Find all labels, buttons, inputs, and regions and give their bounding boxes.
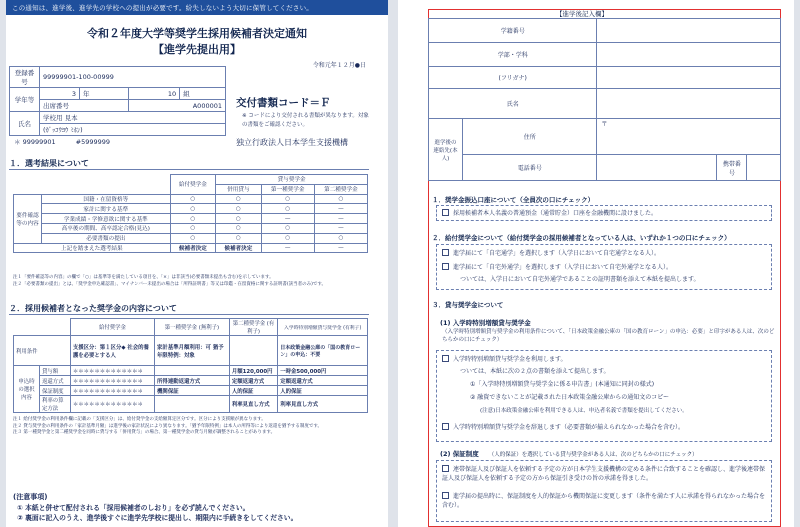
cell: — <box>261 214 314 224</box>
cell: 人的保証 <box>278 386 368 396</box>
col-type2: 第二種奨学金 (有利子) <box>229 319 277 336</box>
name-label: 氏名 <box>10 112 40 136</box>
cond-entry: 日本政策金融公庫の「国の教育ローン」の申込：不要 <box>278 336 368 366</box>
option-text: 進学届にて「自宅外通学」を選択します（入学日において自宅外通学となる人）。 <box>453 264 673 271</box>
notice-banner: この通知は、進学後、進学先の学校への提出が必要です。紛失しないよう大切に保管してください。 <box>6 0 388 15</box>
row-label: 必要書類の提出 <box>42 233 171 243</box>
option-text: 採用候補者本人名義の普通預金（通常貯金）口座を金融機関に設けました。 <box>453 210 658 217</box>
contact-label: 進学後の連絡先(本人) <box>429 119 463 181</box>
option-text: 進学届にて「自宅通学」を選択します（入学日において自宅通学となる人）。 <box>453 250 661 257</box>
school-no-label: 学籍番号 <box>429 19 597 43</box>
cell: ＊＊＊＊＊＊＊＊＊＊＊＊＊ <box>70 386 154 396</box>
reg-number: 99999901-100-00999 <box>40 67 226 88</box>
result-cell: 候補者決定 <box>170 243 215 253</box>
checkbox[interactable] <box>442 209 449 216</box>
furigana-field[interactable] <box>597 67 781 89</box>
col-type1: 第一種奨学金 <box>261 184 314 194</box>
phone-field[interactable] <box>597 155 717 181</box>
faculty-field[interactable] <box>597 43 781 67</box>
notes-2 <box>13 417 368 437</box>
cond-type1: 家計基準月額利用：可 猶予年限特例：対象 <box>155 336 230 366</box>
entry-use-caution: (注意)日本政策金融公庫を利用できる人は、申込者名義で書類を提出してください。 <box>480 408 688 414</box>
post-enrollment-title: 【進学後記入欄】 <box>556 10 608 18</box>
page-subtitle: 【進学先提出用】 <box>153 43 241 56</box>
id-number-1: ＊ 99999901 <box>14 138 56 146</box>
col-grant: 給付奨学金 <box>70 319 154 336</box>
section-2-option-b <box>442 263 777 273</box>
id-numbers <box>14 137 130 146</box>
section-2-heading: ２．採用候補者となった奨学金の内容について <box>9 303 369 315</box>
year-label: 学年等 <box>10 88 40 112</box>
row-label: 高卒後の期間、高卒認定合格(見込) <box>42 223 171 233</box>
side-label: 要件確認等の内容 <box>14 194 42 243</box>
faculty-label: 学部・学科 <box>429 43 597 67</box>
section-3-sub-1-note: （入学時特別増額貸与奨学金の利用条件について、「日本政策金融公庫の「国の教育ローン」の申込：必要」と印字がある人は、次のどちらかの口にチェック） <box>442 329 775 343</box>
cell: ○ <box>216 214 261 224</box>
cell: 所得連動返還方式 <box>155 376 230 386</box>
cell: ○ <box>261 223 314 233</box>
result-cell: 候補者決定 <box>216 243 261 253</box>
checkbox[interactable] <box>442 263 449 270</box>
row-label: 利率の算定方法 <box>40 396 71 413</box>
attention-list <box>17 503 377 523</box>
row-label: 国籍・在留資格等 <box>42 194 171 204</box>
cell: ○ <box>261 194 314 204</box>
cell: ○ <box>170 194 215 204</box>
note: 注１ 給付奨学金の利用条件欄に記載の「支援区分」は、給付奨学金の支給額算定区分です。区分により支援額が異なります。 <box>13 417 266 422</box>
checkbox[interactable] <box>442 249 449 256</box>
student-name: 学校用 見本 <box>40 112 226 124</box>
note-text: ついては、入学日において自宅外通学であることの証明書類を添えて本紙を提出します。 <box>460 276 700 283</box>
address-field[interactable] <box>597 119 781 155</box>
row-label: 保証制度 <box>40 386 71 396</box>
seat-number: A000001 <box>128 100 225 112</box>
cell: ＊＊＊＊＊＊＊＊＊＊＊＊＊ <box>70 366 154 376</box>
issue-date: 令和元年１２月●日 <box>312 62 366 69</box>
entry-use-doc-1: ①「入学時特別増額貸与奨学金に係る申告書」(本通知に同封の様式) <box>470 381 655 388</box>
cell: ＊＊＊＊＊＊＊＊＊＊＊＊＊ <box>70 396 154 413</box>
cell: ＊＊＊＊＊＊＊＊＊＊＊＊＊ <box>70 376 154 386</box>
reg-label: 登録番号 <box>10 67 40 88</box>
cell <box>155 366 230 376</box>
result-label: 上記を踏まえた選考結果 <box>14 243 171 253</box>
cell: ○ <box>170 204 215 214</box>
result-cell: — <box>261 243 314 253</box>
mobile-field[interactable] <box>747 155 781 181</box>
section-1-heading: １．選考結果について <box>9 158 369 170</box>
page-title: 令和２年度大学等奨学生採用候補者決定通知 <box>87 27 307 40</box>
row-label: 返還方式 <box>40 376 71 386</box>
organization-name: 独立行政法人日本学生支援機構 <box>236 138 348 147</box>
cell: 人的保証 <box>229 386 277 396</box>
cell: ○ <box>216 194 261 204</box>
name-field[interactable] <box>597 89 781 119</box>
furigana-label: (フリガナ) <box>429 67 597 89</box>
col-combined: 併用貸与 <box>216 184 261 194</box>
cell: ○ <box>170 214 215 224</box>
sub-title: (2) 保証制度 <box>440 450 479 458</box>
right-section-3: ３．貸与奨学金について <box>432 301 504 309</box>
code-note: ※ コードにより交付される書類が異なります。対象の書類をご確認ください。 <box>242 113 369 128</box>
group: 10 <box>128 88 180 100</box>
col-type2: 第二種奨学金 <box>314 184 367 194</box>
col-entry: 入学時特別増額貸与奨学金 (有利子) <box>278 319 368 336</box>
name-label: 氏名 <box>429 89 597 119</box>
cell: 定額返還方式 <box>229 376 277 386</box>
mobile-label: 携帯番号 <box>717 155 747 181</box>
entry-decline-option <box>442 423 777 433</box>
group-unit: 組 <box>180 88 226 100</box>
grade: 3 <box>40 88 80 100</box>
col-type1: 第一種奨学金 (無利子) <box>155 319 230 336</box>
id-number-2: #5999999 <box>75 138 111 146</box>
cell: ○ <box>216 204 261 214</box>
attention-item: ② 裏面に記入のうえ、進学後すぐに進学先学校に提出し、期限内に手続きをしてください。 <box>17 514 298 522</box>
plan-label: 申込時の選択内容 <box>14 366 40 413</box>
student-info-table <box>9 66 226 136</box>
cell: ○ <box>170 233 215 243</box>
attention-heading: (注意事項) <box>13 493 48 501</box>
document-code: 交付書類コード＝Ｆ <box>236 97 331 109</box>
institution-option <box>442 492 768 510</box>
section-3-sub-2 <box>440 449 780 458</box>
cell: — <box>314 223 367 233</box>
cell: — <box>314 214 367 224</box>
sub-note: （人的保証）を選択している貸与奨学金がある人は、次のどちらかの口にチェック） <box>488 452 698 458</box>
checkbox[interactable] <box>442 492 449 499</box>
cond-label: 利用条件 <box>14 336 71 366</box>
cell: ○ <box>216 223 261 233</box>
phone-label: 電話番号 <box>463 155 597 181</box>
cell: ○ <box>261 233 314 243</box>
cell: 利率見直し方式 <box>229 396 277 413</box>
section-2-note <box>460 276 795 285</box>
cell: 定額返還方式 <box>278 376 368 386</box>
cond-type2 <box>229 336 277 366</box>
entry-use-doc-2: ② 融資できないことが記載された日本政策金融公庫からの通知文のコピー <box>470 394 670 401</box>
note: 注２「必要書類の提出」とは、「奨学金申込確認書」、マイナンバー未提出の場合は「所得証明書」等又は印鑑・在留資格に関する証明書(該当者のみ)です。 <box>13 281 327 287</box>
cell: ○ <box>216 233 261 243</box>
guarantor-option <box>442 465 768 483</box>
attention-item: ① 本紙と併せて配付される「採用候補者のしおり」を必ず読んでください。 <box>17 504 250 512</box>
scholarship-content-table <box>13 318 368 413</box>
section-2-option-a <box>442 249 777 259</box>
section-1-option <box>442 209 777 219</box>
checkbox[interactable] <box>442 355 449 362</box>
option-text: 入学時特別増額貸与奨学金を辞退します（必要書類が揃えられなかった場合を含む）。 <box>453 424 685 431</box>
row-label: 家計に関する基準 <box>42 204 171 214</box>
entry-use-note: ついては、本紙に次の２点の書類を添えて提出します。 <box>460 368 610 375</box>
cell <box>155 396 230 413</box>
post-enrollment-form <box>428 18 781 181</box>
address-label: 住所 <box>463 119 597 155</box>
cond-grant: 支援区分：第１区分◆ 社会的養護を必要とする人 <box>70 336 154 366</box>
cell: 機関保証 <box>155 386 230 396</box>
cell: 一時金500,000円 <box>278 366 368 376</box>
cell: ○ <box>314 194 367 204</box>
note: 注１「要件確認等の内容」の欄で「○」は基準等を満たしている項目を、「×」は非該当(必要書類未提出も含む)を示しています。 <box>13 275 274 280</box>
right-section-1: １．奨学金振込口座について（全員次の口にチェック） <box>432 196 595 204</box>
cell: — <box>314 204 367 214</box>
row-label: 貸与額 <box>40 366 71 376</box>
note: 注３ 第一種奨学金と第二種奨学金を同時に貸与する「併用貸与」の場合、第一種奨学金の貸与月額が調整されることがあります。 <box>13 430 276 435</box>
right-section-2: ２．給付奨学金について（給付奨学金の採用候補者となっている人は、いずれか１つの口にチェック） <box>432 234 731 242</box>
result-cell: — <box>314 243 367 253</box>
cell: 利率見直し方式 <box>278 396 368 413</box>
option-text: 入学時特別増額貸与奨学金を利用します。 <box>453 356 567 363</box>
cell: 月額120,000円 <box>229 366 277 376</box>
cell: ○ <box>314 233 367 243</box>
row-label: 学業成績・学修意欲に関する基準 <box>42 214 171 224</box>
postal-mark: 〒 <box>601 121 608 128</box>
checkbox[interactable] <box>442 423 449 430</box>
checkbox[interactable] <box>442 465 449 472</box>
note: 注２ 貸与奨学金の利用条件の「家計基準月額」は進学後の家計状況により異なります。「猶予年限特例」は本人の所得等により返還を猶予する制度です。 <box>13 423 322 429</box>
school-no-field[interactable] <box>597 19 781 43</box>
section-3-sub-1: (1) 入学時特別増額貸与奨学金 <box>440 319 531 327</box>
cell: ○ <box>170 223 215 233</box>
entry-use-option <box>442 355 777 365</box>
student-kana: (ｶﾞｯｺｳﾖｳ ﾐﾎﾝ) <box>40 124 226 136</box>
notes-1 <box>13 275 368 288</box>
seat-label: 出席番号 <box>40 100 129 112</box>
col-grant: 給付奨学金 <box>170 175 215 195</box>
grade-unit: 年 <box>80 88 129 100</box>
option-text: 連帯保証人及び保証人を依頼する予定の方が日本学生支援機構の定める条件に合致することを確認し、進学後連帯保証人及び保証人を依頼する予定の方から保証引き受けの旨の承諾を得ました。 <box>442 466 766 482</box>
option-text: 進学届の提出時に、保証制度を人的保証から機関保証に変更します（条件を満たす人に承諾を得られなかった場合を含む）。 <box>442 493 766 509</box>
cell: ○ <box>261 204 314 214</box>
selection-result-table <box>13 174 368 253</box>
col-loan: 貸与奨学金 <box>216 175 368 185</box>
